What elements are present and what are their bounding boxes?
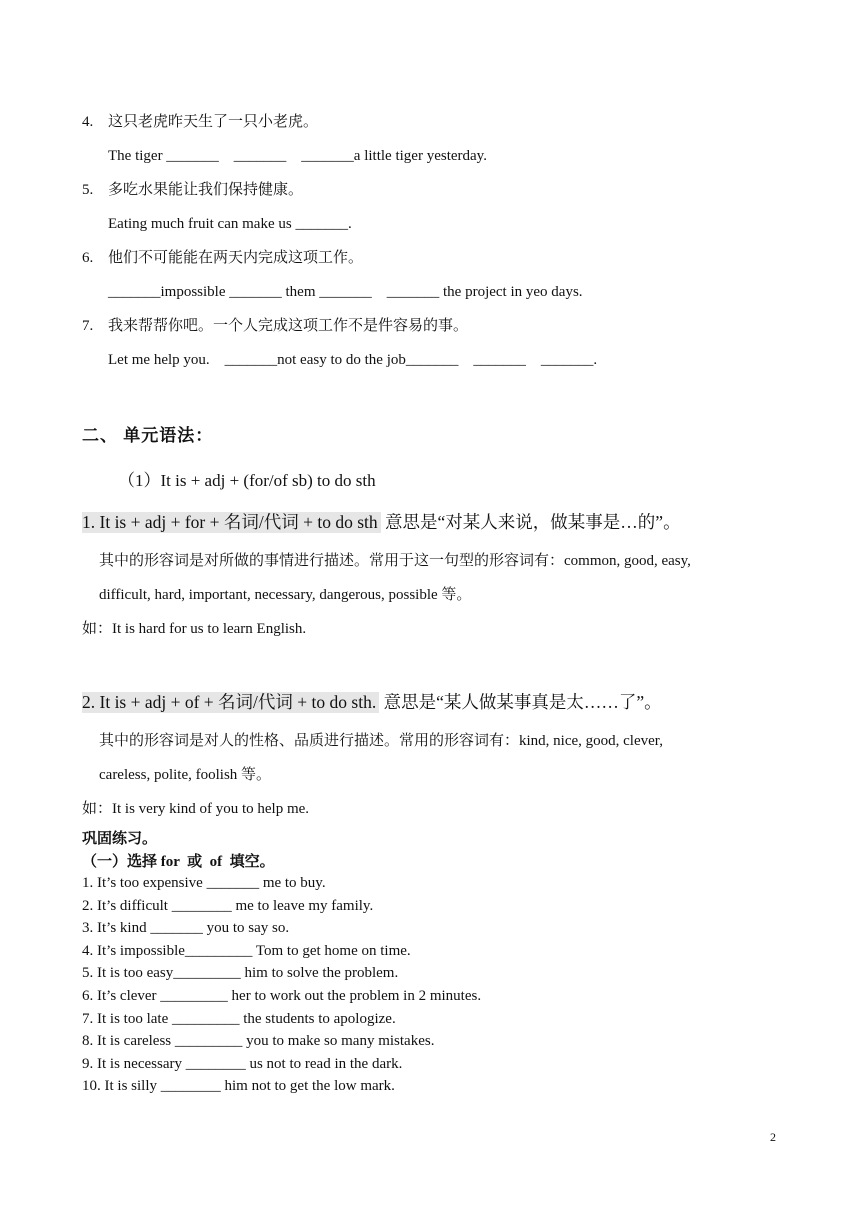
- translation-item-6-answer: _______impossible _______ them _______ _______ the project in yeo days.: [108, 284, 583, 300]
- practice-title: 巩固练习。: [82, 831, 158, 847]
- practice-item: 8. It is careless _________ you to make so many mistakes.: [82, 1033, 435, 1050]
- translation-item-4-answer: The tiger _______ _______ _______a little tiger yesterday.: [108, 148, 487, 164]
- practice-item: 6. It’s clever _________ her to work out the problem in 2 minutes.: [82, 987, 482, 1004]
- practice-item: 9. It is necessary ________ us not to read in the dark.: [82, 1055, 403, 1072]
- translation-item-7-answer: Let me help you. _______not easy to do the job_______ _______ _______.: [108, 352, 598, 368]
- rule-2-meaning: 意思是“某人做某事真是太……了”。: [383, 692, 662, 712]
- item-number: 4.: [82, 114, 94, 130]
- item-number: 7.: [82, 318, 94, 334]
- rule-1-pattern: 1. It is + adj + for + 名词/代词 + to do sth: [82, 512, 381, 533]
- practice-item: 4. It’s impossible_________ Tom to get home on time.: [82, 942, 411, 959]
- chinese-sentence: 这只老虎昨天生了一只小老虎。: [108, 114, 319, 130]
- page-number: 2: [770, 1130, 776, 1144]
- section-title: 二、 单元语法：: [82, 426, 214, 445]
- rule-1-heading: [82, 509, 681, 535]
- rule-2-heading: [82, 689, 662, 715]
- item-number: 5.: [82, 182, 94, 198]
- practice-list: [82, 872, 481, 1098]
- rule-2-explanation-line-1: 其中的形容词是对人的性格、品质进行描述。常用的形容词有：kind, nice, good, clever,: [99, 733, 663, 749]
- rule-1-explanation-line-1: 其中的形容词是对所做的事情进行描述。常用于这一句型的形容词有：common, good, easy,: [99, 553, 691, 569]
- grammar-subtitle: （1）It is + adj + (for/of sb) to do sth: [118, 471, 376, 490]
- translation-item-5-answer: Eating much fruit can make us _______.: [108, 216, 352, 232]
- chinese-sentence: 多吃水果能让我们保持健康。: [108, 182, 304, 198]
- practice-item: 5. It is too easy_________ him to solve the problem.: [82, 965, 399, 982]
- translation-item-5-prompt: [82, 180, 303, 200]
- rule-1-explanation-line-2: difficult, hard, important, necessary, dangerous, possible 等。: [99, 587, 472, 603]
- practice-item: 10. It is silly ________ him not to get the low mark.: [82, 1078, 395, 1095]
- translation-item-7-prompt: [82, 316, 468, 336]
- chinese-sentence: 他们不可能能在两天内完成这项工作。: [108, 250, 364, 266]
- rule-1-example: 如：It is hard for us to learn English.: [82, 621, 307, 637]
- translation-item-4-prompt: [82, 112, 318, 132]
- translation-item-6-prompt: [82, 248, 363, 268]
- rule-2-explanation-line-2: careless, polite, foolish 等。: [99, 767, 272, 783]
- rule-2-example: 如：It is very kind of you to help me.: [82, 801, 310, 817]
- practice-subtitle: （一）选择 for 或 of 填空。: [82, 854, 275, 870]
- practice-item: 1. It’s too expensive _______ me to buy.: [82, 875, 326, 891]
- rule-1-meaning: 意思是“对某人来说，做某事是…的”。: [385, 512, 681, 532]
- rule-2-pattern: 2. It is + adj + of + 名词/代词 + to do sth.: [82, 692, 379, 713]
- item-number: 6.: [82, 250, 94, 266]
- practice-item: 2. It’s difficult ________ me to leave my family.: [82, 897, 374, 914]
- practice-item: 3. It’s kind _______ you to say so.: [82, 920, 290, 937]
- practice-item: 7. It is too late _________ the students to apologize.: [82, 1010, 396, 1027]
- chinese-sentence: 我来帮帮你吧。一个人完成这项工作不是件容易的事。: [108, 318, 469, 334]
